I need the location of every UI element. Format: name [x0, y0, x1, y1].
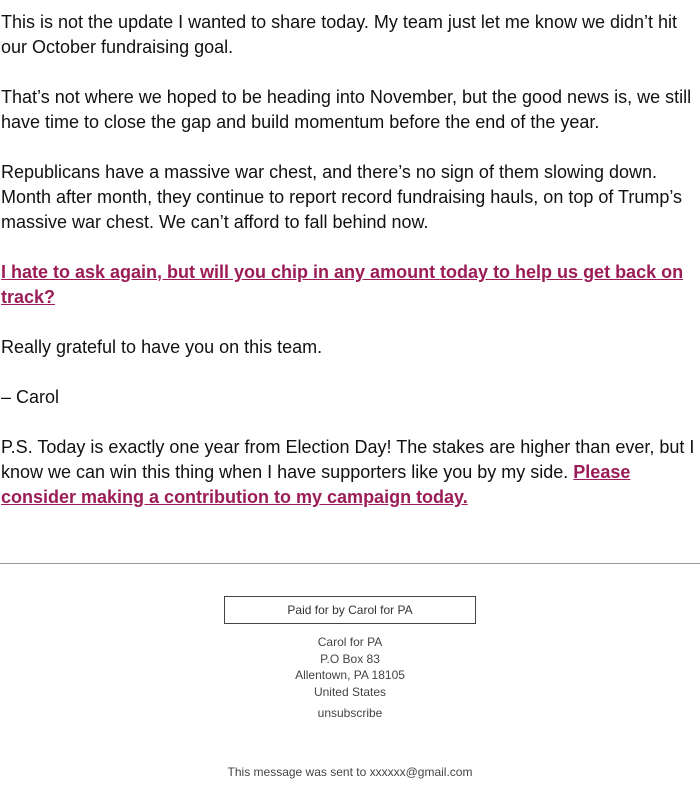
footer-divider	[0, 563, 700, 564]
address-city: Allentown, PA 18105	[295, 668, 405, 682]
sent-to-notice: This message was sent to xxxxxx@gmail.com	[227, 765, 473, 779]
email-body	[1, 10, 696, 535]
address-name: Carol for PA	[317, 635, 383, 649]
body-paragraph-1: This is not the update I wanted to share today. My team just let me know we didn’t hit our October fundraising goal.	[1, 12, 678, 57]
email-footer	[0, 596, 700, 720]
ps-text: P.S. Today is exactly one year from Election Day! The stakes are higher than ever, but I know we can win this thing when I have supporters like you by my side.	[1, 437, 695, 482]
address-street: P.O Box 83	[320, 651, 380, 666]
ps-paragraph	[1, 435, 696, 510]
unsubscribe-link[interactable]: unsubscribe	[317, 706, 383, 720]
gratitude-text: Really grateful to have you on this team.	[1, 337, 323, 357]
paid-for-disclaimer: Paid for by Carol for PA	[224, 596, 476, 624]
body-paragraph-3: Republicans have a massive war chest, and there’s no sign of them slowing down. Month after month, they continue to report record fundraising hauls, on top of Trump’s massive war chest. We can’t afford to fall behind now.	[1, 162, 683, 232]
address-country: United States	[313, 684, 387, 699]
cta-paragraph	[1, 260, 696, 310]
mailing-address	[0, 634, 700, 700]
body-paragraph-2: That’s not where we hoped to be heading into November, but the good news is, we still have time to close the gap and build momentum before the end of the year.	[1, 87, 692, 132]
contribute-link[interactable]: Please consider making a contribution to my campaign today.	[1, 462, 631, 507]
signature: – Carol	[1, 387, 60, 407]
donate-cta-link[interactable]: I hate to ask again, but will you chip in any amount today to help us get back on track?	[1, 262, 684, 307]
